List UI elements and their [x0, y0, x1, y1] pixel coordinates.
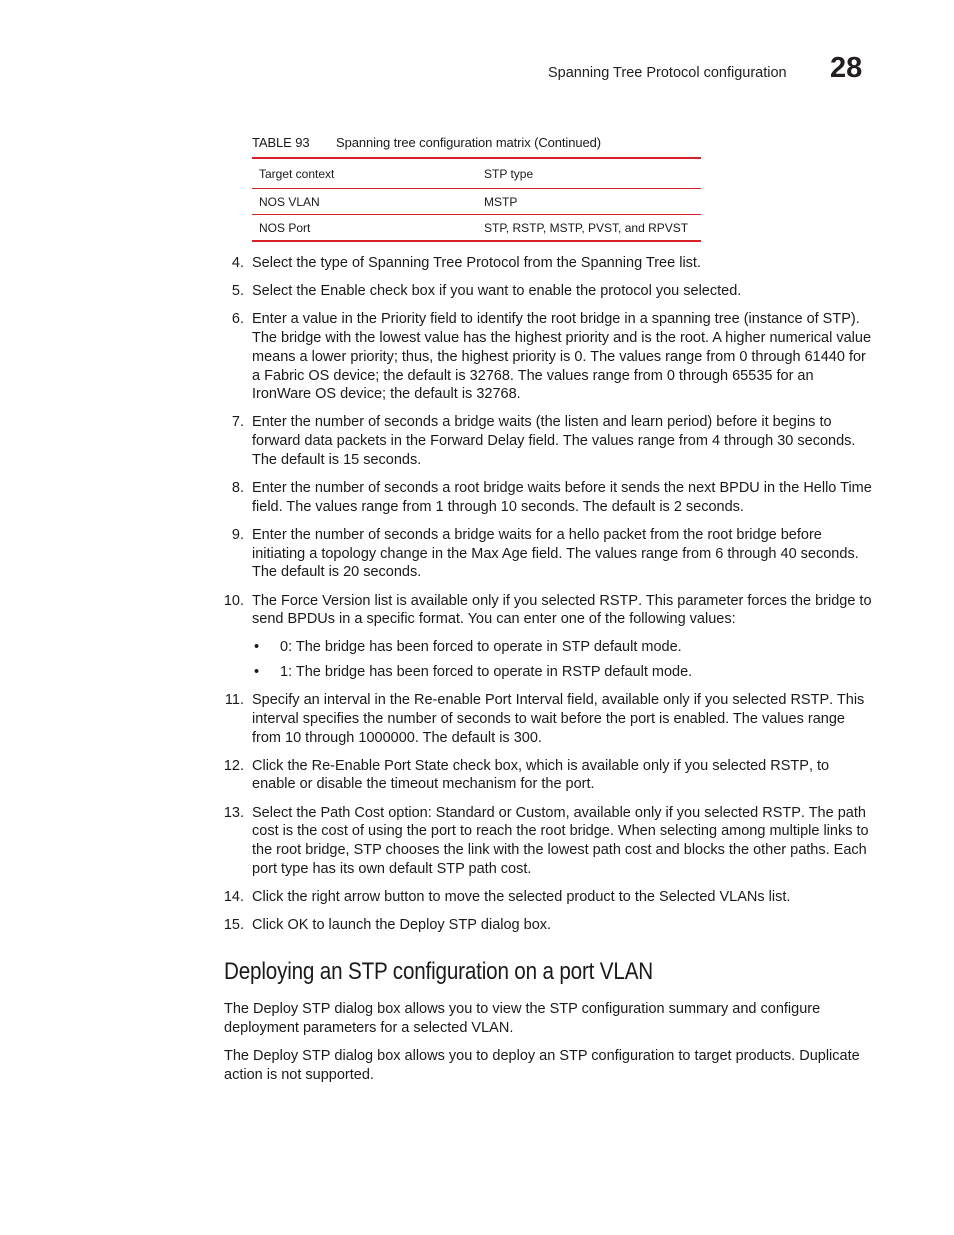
ui-element-name: Deploy STP — [253, 1001, 331, 1017]
procedure-step — [224, 804, 874, 879]
ui-element-name: Max Age — [471, 545, 528, 562]
section-heading: Deploying an STP configuration on a port VLAN — [224, 958, 654, 985]
text-run: . This parameter forces the bridge to send BPDUs in a specific format. You can enter one of the following values: — [252, 592, 872, 628]
column-header: Target context — [252, 158, 477, 189]
step-text — [252, 758, 829, 793]
ui-element-name: Re-enable Port Interval — [414, 692, 564, 709]
ui-element-name: Enable — [320, 283, 366, 300]
ui-element-name: OK — [287, 917, 309, 934]
table-cell: MSTP — [477, 189, 701, 215]
text-run: to launch the — [308, 917, 400, 934]
step-number: 14. — [223, 888, 244, 905]
text-run: dialog box allows you to deploy an STP configuration to target products. Duplicate action is not supported. — [224, 1048, 860, 1083]
ui-element-name: Hello Time — [803, 480, 872, 497]
text-run: Enter the number of seconds a bridge waits (the listen and learn period) before it begins to forward data packets in the — [252, 414, 832, 450]
ui-element-name: RSTP — [599, 592, 639, 609]
text-run: Enter the number of seconds a bridge waits for a hello packet from the root bridge before initiating a topology change in the — [252, 526, 822, 562]
text-run: The — [224, 1001, 254, 1017]
chapter-number: 28 — [830, 52, 863, 84]
step-text — [252, 805, 869, 877]
step-text — [252, 593, 872, 628]
text-run: , available only if you selected — [565, 804, 763, 821]
step-number: 6. — [231, 311, 244, 328]
procedure-steps — [224, 254, 874, 944]
section-paragraph — [224, 1047, 874, 1084]
bullet-item: • 1: The bridge has been forced to operate in RSTP default mode. — [252, 663, 874, 682]
ui-element-name: Forward Delay — [430, 433, 525, 450]
ui-element-name: Force Version — [281, 592, 371, 609]
ui-element-name: Path Cost — [320, 804, 385, 821]
step-number: 8. — [231, 480, 244, 497]
text-run: list. — [675, 255, 701, 271]
text-run: Select the — [252, 283, 321, 300]
text-run: . The path cost is the cost of using the port to reach the root bridge. When selecting among multiple links to the root bridge, STP chooses the link with the lowest path cost and blocks the other paths. Each port type has its own default STP path cost. — [252, 804, 869, 877]
procedure-step — [224, 282, 874, 301]
ui-element-name: RSTP — [790, 692, 830, 709]
table-title: Spanning tree configuration matrix (Continued) — [336, 135, 601, 150]
table-cell: STP, RSTP, MSTP, PVST, and RPVST — [484, 220, 689, 235]
procedure-step — [224, 916, 874, 935]
procedure-step — [224, 526, 874, 582]
table-label: TABLE 93 — [252, 135, 310, 150]
procedure-step — [224, 479, 874, 516]
step-number: 12. — [223, 757, 244, 774]
ui-element-name: Selected VLANs — [659, 888, 765, 905]
text-run: option: — [384, 804, 436, 821]
text-run: Enter a value in the — [252, 311, 381, 328]
step-text — [252, 311, 871, 402]
ui-element-name: Custom — [515, 804, 566, 821]
text-run: field, available only if you selected — [563, 692, 791, 709]
procedure-step — [224, 888, 874, 907]
text-run: dialog box allows you to view the STP configuration summary and configure deployment parameters for a selected VLAN. — [224, 1001, 821, 1036]
config-matrix-table — [252, 157, 701, 242]
step-number: 9. — [231, 526, 244, 543]
text-run: field. The values range from 6 through 40 seconds. The default is 20 seconds. — [252, 545, 859, 581]
text-run: list. — [764, 888, 791, 905]
text-run: field to identify the root bridge in a spanning tree (instance of STP). The bridge with the lowest value has the highest priority and is the root. A higher numerical value means a lower priority; thus, the highest priority is 0. The values range from 0 through 61440 for a Fabric OS device; the default is 32768. The values range from 0 through 65535 for an IronWare OS device; the default is 32768. — [252, 311, 872, 403]
procedure-step — [224, 310, 874, 404]
step-text — [252, 527, 859, 580]
ui-element-name: RSTP — [770, 757, 809, 774]
step-text — [252, 255, 701, 271]
procedure-step — [224, 691, 874, 747]
step-number: 13. — [223, 804, 244, 821]
ui-element-name: Priority — [380, 311, 427, 328]
table-cell: NOS VLAN — [252, 189, 477, 215]
step-number: 10. — [223, 592, 244, 609]
step-text — [252, 917, 551, 933]
table-row — [252, 215, 701, 242]
ui-element-name: RSTP — [762, 804, 801, 821]
text-run: field. The values range from 4 through 30 seconds. The default is 15 seconds. — [252, 433, 856, 468]
step-text — [252, 414, 855, 467]
text-run: Click the right arrow button to move the selected product to the — [252, 888, 660, 905]
text-run: check box if you want to enable the protocol you selected. — [365, 283, 742, 300]
step-number: 5. — [231, 283, 244, 300]
text-run: Click the — [252, 757, 312, 774]
text-run: Select the type of Spanning Tree Protocol from the — [252, 255, 581, 271]
text-run: or — [494, 804, 516, 821]
text-run: Select the — [252, 804, 321, 821]
step-number: 15. — [223, 917, 244, 934]
step-text — [252, 283, 741, 299]
ui-element-name: Re-Enable Port State — [311, 757, 449, 774]
table-cell: NOS Port — [259, 220, 311, 235]
procedure-step — [224, 757, 874, 794]
step-number: 11. — [224, 692, 244, 709]
procedure-step — [224, 413, 874, 469]
procedure-step — [224, 254, 874, 273]
ui-element-name: Deploy STP — [253, 1048, 331, 1064]
text-run: Click — [252, 917, 288, 934]
text-run: , to enable or disable the timeout mechanism for the port. — [252, 757, 830, 793]
text-run: Specify an interval in the — [252, 692, 415, 709]
column-header: STP type — [477, 158, 701, 189]
step-text — [252, 480, 872, 515]
text-run: list is available only if you selected — [370, 592, 600, 609]
procedure-step — [224, 592, 874, 682]
section-paragraph — [224, 1000, 874, 1037]
text-run: The — [252, 592, 282, 609]
header-title: Spanning Tree Protocol configuration — [548, 65, 787, 81]
text-run: . This interval specifies the number of seconds to wait before the port is enabled. The values range from 10 through 1000000. The default is 300. — [252, 692, 865, 746]
table-caption — [252, 135, 601, 150]
bullet-list — [252, 638, 874, 682]
ui-element-name: Deploy STP — [399, 917, 477, 934]
step-text — [252, 889, 790, 905]
step-number: 4. — [231, 255, 244, 271]
table-row — [252, 189, 701, 215]
text-run: Enter the number of seconds a root bridge waits before it sends the next BPDU in the — [252, 480, 804, 497]
text-run: field. The values range from 1 through 10 seconds. The default is 2 seconds. — [252, 498, 744, 515]
step-text — [252, 692, 864, 745]
table-header-row — [252, 158, 701, 189]
text-run: dialog box. — [476, 917, 552, 934]
text-run: check box, which is available only if you selected — [448, 757, 771, 774]
step-number: 7. — [231, 414, 244, 431]
bullet-item: • 0: The bridge has been forced to operate in STP default mode. — [252, 638, 874, 657]
text-run: The — [224, 1048, 254, 1064]
ui-element-name: Spanning Tree — [580, 255, 676, 271]
ui-element-name: Standard — [435, 804, 495, 821]
